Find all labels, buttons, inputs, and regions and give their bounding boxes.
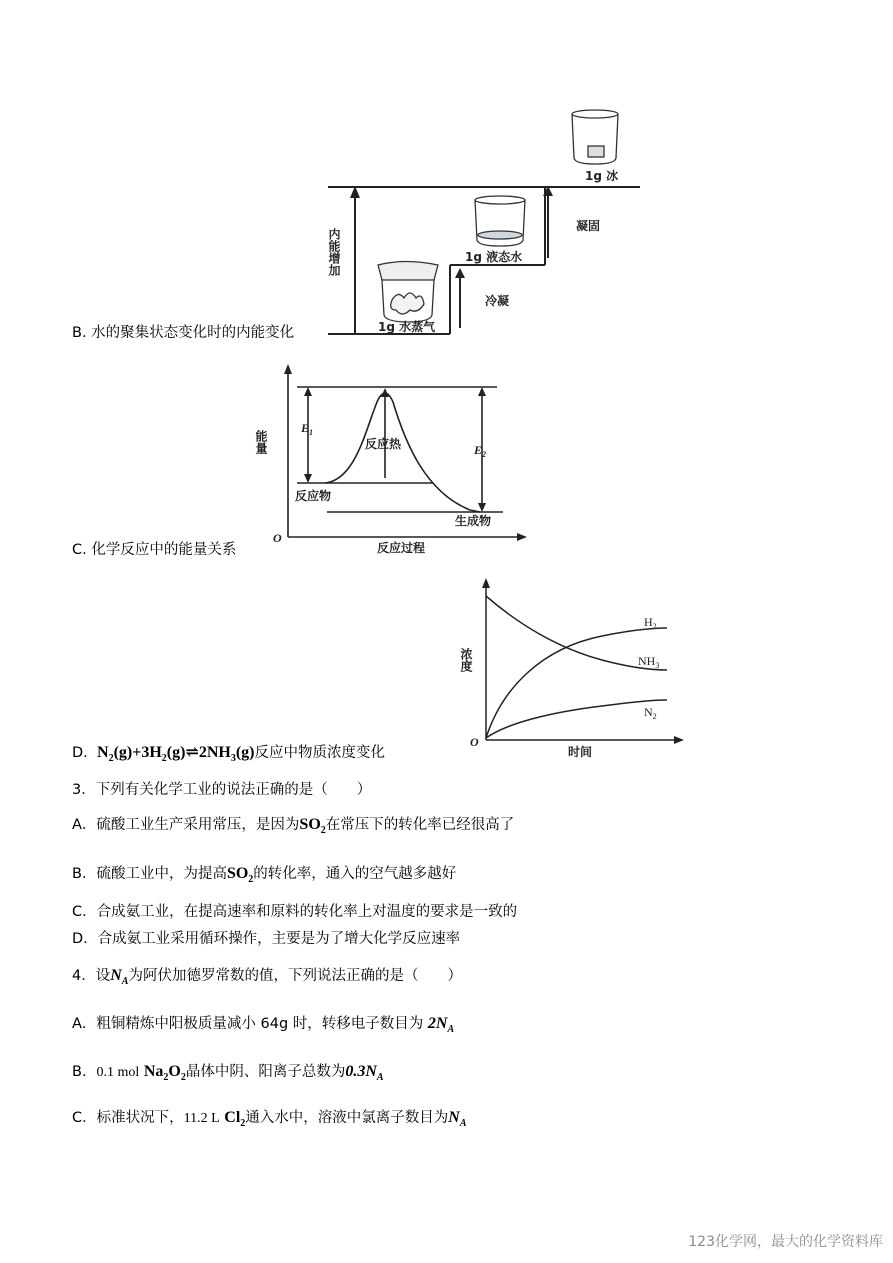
series-n2 [486,700,667,738]
origin-d-label: O [470,735,479,749]
q4-option-b: B．0.1 mol $Na_2O_2$晶体中阴、阳离子总数为$0.3N_A$ [72,1063,384,1084]
n2-label: N [644,705,653,719]
reactant-label: 反应物 [295,489,332,503]
series-h2 [486,628,667,738]
svg-text:N2: $N_2$ [644,705,657,721]
nh3-label: NH [638,654,656,668]
conc-label: 浓度 [459,648,473,672]
e1-label: E [301,421,310,435]
xaxis-label: 反应过程 [377,541,426,555]
option-2b: B. 水的聚集状态变化时的内能变化 [72,325,295,341]
internal-energy-axis-label: 内能增加 [327,228,341,276]
q4-stem: 4．设$N_A$为阿伏加德罗常数的值，下列说法正确的是（ ） [72,967,462,988]
yaxis-label: 能量 [254,430,268,454]
water-beaker-icon [475,196,525,246]
ice-beaker-icon [572,110,618,164]
svg-text:E2: $E_2$ [474,443,487,459]
h2-label: H [644,615,653,629]
q3-option-a: A．硫酸工业生产采用常压，是因为$SO_2$在常压下的转化率已经很高了 [72,816,515,837]
q3-option-b: B．硫酸工业中，为提高$SO_2$的转化率，通入的空气越多越好 [72,865,457,886]
q4-option-a: A．粗铜精炼中阳极质量减小 64g 时，转移电子数目为 $2N_A$ [72,1015,455,1036]
option-2c: C. 化学反应中的能量关系 [72,542,237,558]
svg-text:E1: $E_1$ [301,421,314,437]
option-2d: D. $N_2(g)+3H_2(g)\rightleftharpoons 2NH_3(g)$反应中物质浓度变化 [72,744,385,765]
fig-energy [254,362,535,557]
e2-label: E [474,443,483,457]
svg-text:NH3: $NH_3$ [638,654,660,670]
q3-option-d: D．合成氨工业采用循环操作，主要是为了增大化学反应速率 [72,931,461,947]
q4-option-c: C．标准状况下，11.2 L $Cl_2$通入水中，溶液中氯离子数目为$N_A$ [72,1109,467,1130]
footer-watermark: 123化学网，最大的化学资料库 [688,1234,883,1250]
time-label: 时间 [568,745,593,759]
origin-label: O [273,531,282,545]
product-label: 生成物 [455,514,492,528]
fig-concentration [459,578,687,763]
condense-label: 冷凝 [485,294,510,308]
svg-text:H2: $H_2$ [644,615,657,631]
q3-stem: 3．下列有关化学工业的说法正确的是（ ） [72,782,372,798]
fig-water-states [320,100,650,340]
heat-label: 反应热 [365,437,402,451]
vapor-label: 1g 水蒸气 [378,320,436,334]
vapor-beaker-icon [378,262,438,323]
freeze-label: 凝固 [576,219,601,233]
q3-option-c: C．合成氨工业，在提高速率和原料的转化率上对温度的要求是一致的 [72,904,518,920]
ice-label: 1g 冰 [585,169,619,183]
water-label: 1g 液态水 [465,250,523,264]
